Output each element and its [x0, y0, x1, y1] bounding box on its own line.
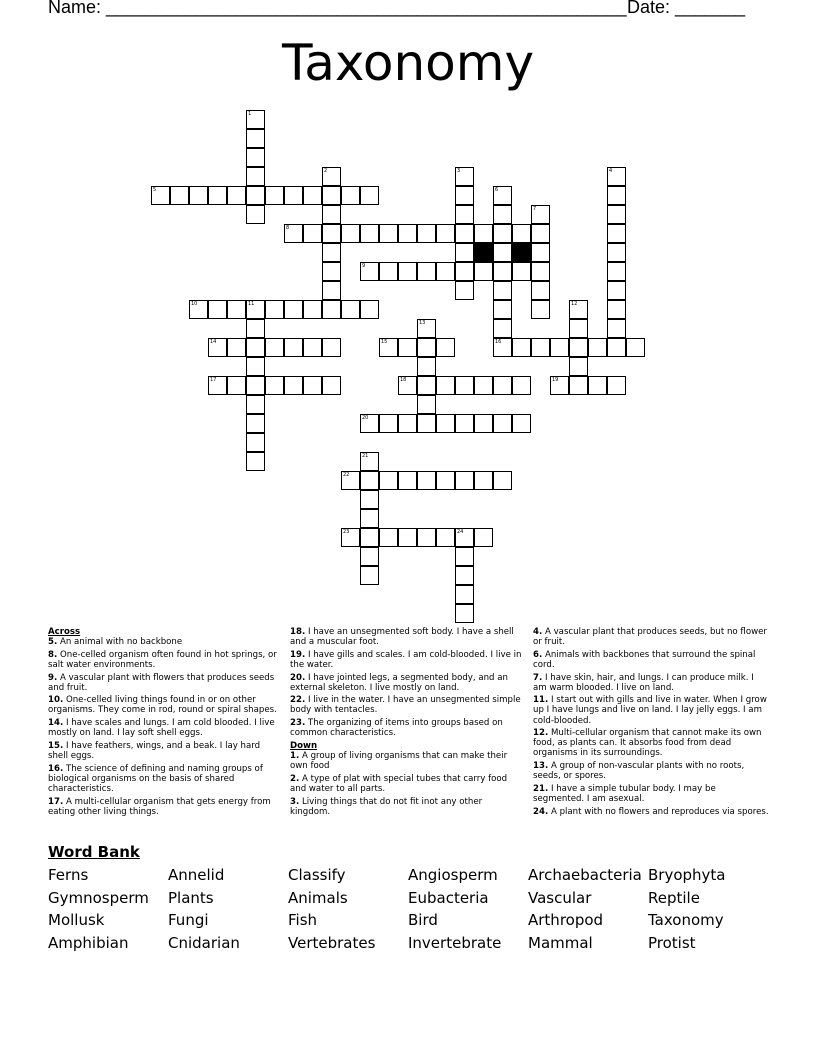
clue-number: 6.: [533, 649, 543, 660]
crossword-cell[interactable]: [607, 281, 626, 300]
crossword-cell[interactable]: [284, 338, 303, 357]
crossword-cell[interactable]: [246, 357, 265, 376]
crossword-cell[interactable]: [493, 471, 512, 490]
cell-number: 6: [495, 187, 499, 193]
clue-text: The organizing of items into groups based on common characteristics.: [290, 718, 503, 739]
crossword-cell[interactable]: [493, 262, 512, 281]
clue-text: A vascular plant with flowers that produces seeds and fruit.: [48, 672, 275, 693]
crossword-cell[interactable]: [455, 471, 474, 490]
crossword-cell[interactable]: [246, 414, 265, 433]
across-clue: [48, 637, 282, 647]
crossword-cell[interactable]: [303, 224, 322, 243]
word-bank-word: Gymnosperm: [48, 888, 149, 907]
crossword-cell[interactable]: [360, 528, 379, 547]
clue-number: 11.: [533, 695, 549, 706]
word-bank-word: Archaebacteria: [528, 866, 642, 884]
across-clues-a: [48, 637, 282, 817]
crossword-cell[interactable]: [493, 338, 512, 357]
crossword-cell[interactable]: [151, 186, 170, 205]
crossword-cell[interactable]: [417, 528, 436, 547]
across-clue: [48, 673, 282, 693]
crossword-cell[interactable]: [360, 490, 379, 509]
crossword-cell[interactable]: [227, 186, 246, 205]
cell-number: 18: [400, 377, 407, 383]
clue-text: The science of defining and naming groups of biological organisms on the basis of shared characteristics.: [48, 763, 263, 794]
crossword-cell[interactable]: [341, 186, 360, 205]
word-bank-word: Protist: [648, 934, 696, 953]
word-bank-word: Vertebrates: [288, 934, 376, 953]
across-clue: [48, 695, 282, 715]
name-line[interactable]: Name: ____________________________________________________: [48, 0, 627, 17]
crossword-cell[interactable]: [284, 300, 303, 319]
clue-text: I have feathers, wings, and a beak. I lay hard shell eggs.: [48, 740, 261, 761]
crossword-cell[interactable]: [379, 471, 398, 490]
cell-number: 9: [362, 263, 366, 269]
crossword-cell[interactable]: [474, 528, 493, 547]
crossword-cell[interactable]: [227, 300, 246, 319]
crossword-cell[interactable]: [417, 376, 436, 395]
crossword-cell[interactable]: [436, 376, 455, 395]
crossword-cell[interactable]: [455, 205, 474, 224]
cell-number: 7: [533, 206, 537, 212]
crossword-cell[interactable]: [284, 376, 303, 395]
across-clue: [290, 718, 524, 738]
clue-text: One-celled organism often found in hot springs, or salt water environments.: [48, 649, 277, 670]
crossword-cell[interactable]: [246, 110, 265, 129]
crossword-cell[interactable]: [322, 243, 341, 262]
crossword-cell[interactable]: [417, 319, 436, 338]
crossword-cell[interactable]: [360, 547, 379, 566]
down-clue: [533, 728, 769, 758]
crossword-cell[interactable]: [455, 186, 474, 205]
crossword-cell[interactable]: [474, 262, 493, 281]
cell-number: 1: [248, 111, 252, 117]
crossword-cell[interactable]: [455, 281, 474, 300]
word-bank-word: Animals: [288, 888, 348, 907]
clue-text: A vascular plant that produces seeds, but no flower or fruit.: [533, 627, 767, 648]
crossword-cell[interactable]: [341, 300, 360, 319]
crossword-cell[interactable]: [417, 262, 436, 281]
down-clue: [290, 797, 524, 817]
clue-number: 13.: [533, 761, 549, 772]
clue-text: An animal with no backbone: [57, 637, 183, 648]
date-line[interactable]: Date: _______: [627, 0, 746, 17]
clue-number: 15.: [48, 740, 64, 751]
clue-text: A plant with no flowers and reproduces via spores.: [548, 806, 769, 817]
down-clue: [533, 673, 769, 693]
word-bank-word: Eubacteria: [408, 888, 489, 907]
crossword-cell[interactable]: [531, 300, 550, 319]
clue-number: 9.: [48, 672, 58, 683]
across-clue: [48, 764, 282, 794]
crossword-cell[interactable]: [550, 338, 569, 357]
crossword-cell[interactable]: [436, 528, 455, 547]
crossword-cell[interactable]: [607, 224, 626, 243]
clue-text: One-celled living things found in or on other organisms. They come in rod, round or spiral shapes.: [48, 695, 277, 716]
crossword-cell[interactable]: [246, 205, 265, 224]
clue-text: A multi-cellular organism that gets energy from eating other living things.: [48, 796, 271, 817]
crossword-cell[interactable]: [341, 471, 360, 490]
crossword-cell[interactable]: [227, 376, 246, 395]
crossword-cell[interactable]: [208, 300, 227, 319]
crossword-cell[interactable]: [322, 338, 341, 357]
clue-number: 16.: [48, 763, 64, 774]
cell-number: 10: [191, 301, 198, 307]
clue-number: 24.: [533, 806, 549, 817]
crossword-cell[interactable]: [398, 338, 417, 357]
cell-number: 22: [343, 472, 350, 478]
crossword-cell[interactable]: [398, 262, 417, 281]
cell-number: 5: [153, 187, 157, 193]
crossword-cell[interactable]: [246, 452, 265, 471]
crossword-cell[interactable]: [474, 376, 493, 395]
crossword-cell[interactable]: [322, 262, 341, 281]
cell-number: 11: [248, 301, 255, 307]
clue-text: I start out with gills and live in water. When I grow up I have lungs and live on land. I lay jelly eggs. I am cold-blooded.: [533, 695, 767, 726]
crossword-cell[interactable]: [531, 262, 550, 281]
down-heading: Down: [290, 740, 318, 751]
crossword-cell[interactable]: [360, 300, 379, 319]
crossword-cell[interactable]: [265, 376, 284, 395]
clue-number: 8.: [48, 649, 58, 660]
crossword-cell[interactable]: [360, 452, 379, 471]
crossword-cell[interactable]: [170, 186, 189, 205]
crossword-cell[interactable]: [398, 224, 417, 243]
clue-number: 10.: [48, 695, 64, 706]
crossword-cell[interactable]: [417, 395, 436, 414]
clue-text: I have jointed legs, a segmented body, and an external skeleton. I live mostly on land.: [290, 672, 508, 693]
clue-number: 5.: [48, 637, 58, 648]
word-bank-word: Fungi: [168, 911, 209, 930]
crossword-cell[interactable]: [607, 319, 626, 338]
cell-number: 21: [362, 453, 369, 459]
crossword-cell[interactable]: [360, 224, 379, 243]
crossword-cell[interactable]: [550, 376, 569, 395]
down-clue: [533, 695, 769, 725]
word-bank-word: Cnidarian: [168, 934, 240, 953]
across-clue: [290, 695, 524, 715]
word-bank-word: Reptile: [648, 888, 700, 907]
down-clue: [533, 807, 769, 817]
crossword-cell[interactable]: [246, 433, 265, 452]
cell-number: 24: [457, 529, 464, 535]
crossword-cell[interactable]: [379, 338, 398, 357]
crossword-cell[interactable]: [512, 338, 531, 357]
crossword-cell[interactable]: [246, 148, 265, 167]
crossword-cell[interactable]: [379, 414, 398, 433]
crossword-cell[interactable]: [626, 338, 645, 357]
crossword-cell[interactable]: [531, 243, 550, 262]
crossword-cell[interactable]: [303, 376, 322, 395]
clue-number: 18.: [290, 627, 306, 637]
crossword-cell[interactable]: [569, 357, 588, 376]
crossword-cell[interactable]: [246, 186, 265, 205]
clue-number: 4.: [533, 627, 543, 637]
word-bank-word: Taxonomy: [648, 911, 724, 930]
crossword-cell[interactable]: [246, 167, 265, 186]
clues-column-1: [48, 627, 282, 819]
cell-number: 15: [381, 339, 388, 345]
crossword-cell[interactable]: [531, 224, 550, 243]
crossword-cell[interactable]: [341, 528, 360, 547]
clues-column-2: [290, 627, 524, 819]
crossword-cell[interactable]: [493, 319, 512, 338]
crossword-cell[interactable]: [588, 376, 607, 395]
word-bank-word: Arthropod: [528, 911, 604, 930]
crossword-cell[interactable]: [455, 414, 474, 433]
clue-number: 22.: [290, 695, 306, 706]
crossword-cell[interactable]: [512, 376, 531, 395]
crossword-cell[interactable]: [493, 205, 512, 224]
across-clue: [48, 741, 282, 761]
cell-number: 3: [457, 168, 461, 174]
clue-number: 2.: [290, 773, 300, 784]
down-clue: [533, 650, 769, 670]
crossword-cell[interactable]: [436, 414, 455, 433]
crossword-cell[interactable]: [208, 338, 227, 357]
clue-text: Living things that do not fit inot any other kingdom.: [290, 796, 483, 817]
clue-number: 14.: [48, 718, 64, 729]
crossword-cell[interactable]: [455, 604, 474, 623]
crossword-cell[interactable]: [322, 186, 341, 205]
crossword-cell[interactable]: [607, 205, 626, 224]
down-clue: [533, 627, 769, 647]
across-clues-b: [290, 627, 524, 738]
crossword-cell[interactable]: [474, 471, 493, 490]
crossword-cell[interactable]: [493, 376, 512, 395]
clue-text: Multi-cellular organism that cannot make its own food, as plants can. It absorbs food from dead organisms in its surroundings.: [533, 728, 762, 759]
cell-number: 20: [362, 415, 369, 421]
word-bank-word: Angiosperm: [408, 866, 498, 884]
crossword-cell[interactable]: [360, 566, 379, 585]
crossword-cell[interactable]: [246, 338, 265, 357]
cell-number: 17: [210, 377, 217, 383]
crossword-cell[interactable]: [455, 547, 474, 566]
clue-number: 21.: [533, 783, 549, 794]
down-clues-b: [533, 627, 769, 817]
clue-text: A group of living organisms that can make their own food: [290, 751, 508, 772]
crossword-cell[interactable]: [398, 528, 417, 547]
cell-number: 8: [286, 225, 290, 231]
clue-text: I have skin, hair, and lungs. I can produce milk. I am warm blooded. I live on land.: [533, 672, 754, 693]
word-bank-word: Mollusk: [48, 911, 105, 930]
crossword-cell[interactable]: [398, 376, 417, 395]
clue-number: 12.: [533, 728, 549, 739]
clue-number: 7.: [533, 672, 543, 683]
crossword-black-cell: [474, 243, 493, 262]
crossword-cell[interactable]: [322, 205, 341, 224]
crossword-cell[interactable]: [607, 338, 626, 357]
clue-text: I have scales and lungs. I am cold blooded. I live mostly on land. I lay soft shell eggs.: [48, 718, 275, 739]
down-clue: [290, 751, 524, 771]
clue-number: 3.: [290, 796, 300, 807]
crossword-cell[interactable]: [417, 414, 436, 433]
crossword-cell[interactable]: [246, 300, 265, 319]
crossword-cell[interactable]: [455, 528, 474, 547]
crossword-cell[interactable]: [493, 243, 512, 262]
crossword-cell[interactable]: [607, 300, 626, 319]
clue-number: 23.: [290, 718, 306, 729]
word-bank-word: Bird: [408, 911, 438, 930]
crossword-cell[interactable]: [493, 300, 512, 319]
word-bank-word: Vascular: [528, 888, 592, 907]
clue-text: A type of plat with special tubes that carry food and water to all parts.: [290, 773, 508, 794]
crossword-cell[interactable]: [607, 243, 626, 262]
word-bank-word: Bryophyta: [648, 866, 726, 884]
down-clues-a: [290, 751, 524, 817]
crossword-cell[interactable]: [436, 338, 455, 357]
crossword-cell[interactable]: [569, 338, 588, 357]
crossword-cell[interactable]: [341, 224, 360, 243]
down-clue: [533, 784, 769, 804]
crossword-cell[interactable]: [531, 281, 550, 300]
crossword-cell[interactable]: [455, 224, 474, 243]
crossword-cell[interactable]: [455, 167, 474, 186]
crossword-cell[interactable]: [417, 471, 436, 490]
crossword-cell[interactable]: [531, 205, 550, 224]
crossword-cell[interactable]: [246, 376, 265, 395]
clue-text: I have a simple tubular body. I may be segmented. I am asexual.: [533, 783, 716, 804]
crossword-cell[interactable]: [493, 224, 512, 243]
crossword-cell[interactable]: [189, 186, 208, 205]
clue-text: A group of non-vascular plants with no roots, seeds, or spores.: [533, 761, 745, 782]
crossword-cell[interactable]: [512, 262, 531, 281]
crossword-cell[interactable]: [322, 167, 341, 186]
crossword-cell[interactable]: [455, 243, 474, 262]
crossword-cell[interactable]: [360, 471, 379, 490]
crossword-cell[interactable]: [322, 224, 341, 243]
crossword-cell[interactable]: [189, 300, 208, 319]
clue-number: 20.: [290, 672, 306, 683]
clue-number: 19.: [290, 649, 306, 660]
crossword-cell[interactable]: [398, 471, 417, 490]
crossword-cell[interactable]: [322, 281, 341, 300]
crossword-cell[interactable]: [227, 338, 246, 357]
crossword-cell[interactable]: [417, 224, 436, 243]
crossword-cell[interactable]: [265, 338, 284, 357]
crossword-cell[interactable]: [360, 509, 379, 528]
crossword-cell[interactable]: [322, 300, 341, 319]
crossword-cell[interactable]: [379, 224, 398, 243]
crossword-cell[interactable]: [417, 357, 436, 376]
crossword-cell[interactable]: [531, 338, 550, 357]
word-bank-title: Word Bank: [48, 843, 140, 861]
crossword-cell[interactable]: [284, 186, 303, 205]
crossword-cell[interactable]: [246, 319, 265, 338]
cell-number: 23: [343, 529, 350, 535]
across-heading: Across: [48, 627, 81, 637]
clue-text: Animals with backbones that surround the spinal cord.: [533, 649, 756, 670]
crossword-cell[interactable]: [208, 376, 227, 395]
crossword-cell[interactable]: [284, 224, 303, 243]
word-bank-word: Mammal: [528, 934, 593, 953]
crossword-cell[interactable]: [588, 338, 607, 357]
crossword-cell[interactable]: [607, 167, 626, 186]
crossword-cell[interactable]: [607, 186, 626, 205]
crossword-cell[interactable]: [512, 414, 531, 433]
crossword-cell[interactable]: [436, 471, 455, 490]
crossword-cell[interactable]: [322, 376, 341, 395]
clue-text: I live in the water. I have an unsegmented simple body with tentacles.: [290, 695, 521, 716]
across-clue: [48, 718, 282, 738]
crossword-cell[interactable]: [512, 224, 531, 243]
crossword-cell[interactable]: [455, 566, 474, 585]
page-title: Taxonomy: [281, 34, 535, 92]
crossword-cell[interactable]: [493, 414, 512, 433]
cell-number: 16: [495, 339, 502, 345]
across-clue: [48, 797, 282, 817]
crossword-cell[interactable]: [607, 376, 626, 395]
word-bank-word: Amphibian: [48, 934, 129, 953]
word-bank-word: Fish: [288, 911, 318, 930]
crossword-cell[interactable]: [398, 414, 417, 433]
down-clue: [290, 774, 524, 794]
crossword-cell[interactable]: [569, 319, 588, 338]
across-clue: [290, 650, 524, 670]
crossword-cell[interactable]: [303, 186, 322, 205]
word-bank-word: Invertebrate: [408, 934, 502, 953]
crossword-cell[interactable]: [455, 585, 474, 604]
crossword-cell[interactable]: [360, 414, 379, 433]
clues-column-3: [533, 627, 769, 819]
crossword-cell[interactable]: [474, 414, 493, 433]
word-bank-word: Ferns: [48, 866, 89, 884]
crossword-black-cell: [512, 243, 531, 262]
crossword-cell[interactable]: [455, 376, 474, 395]
crossword-cell[interactable]: [303, 338, 322, 357]
word-bank-word: Plants: [168, 888, 214, 907]
down-clue: [533, 761, 769, 781]
crossword-cell[interactable]: [436, 262, 455, 281]
crossword-cell[interactable]: [474, 224, 493, 243]
crossword-cell[interactable]: [436, 224, 455, 243]
crossword-cell[interactable]: [360, 262, 379, 281]
across-clue: [48, 650, 282, 670]
cell-number: 4: [609, 168, 613, 174]
across-clue: [290, 627, 524, 647]
across-clue: [290, 673, 524, 693]
cell-number: 13: [419, 320, 426, 326]
cell-number: 19: [552, 377, 559, 383]
crossword-cell[interactable]: [379, 528, 398, 547]
crossword-cell[interactable]: [493, 186, 512, 205]
word-bank-word: Annelid: [168, 866, 225, 884]
cell-number: 14: [210, 339, 217, 345]
clue-text: I have an unsegmented soft body. I have a shell and a muscular foot.: [290, 627, 514, 648]
crossword-cell[interactable]: [607, 262, 626, 281]
crossword-cell[interactable]: [455, 262, 474, 281]
clue-number: 17.: [48, 796, 64, 807]
cell-number: 12: [571, 301, 578, 307]
crossword-cell[interactable]: [493, 281, 512, 300]
crossword-cell[interactable]: [569, 376, 588, 395]
clue-text: I have gills and scales. I am cold-blooded. I live in the water.: [290, 649, 522, 670]
crossword-cell[interactable]: [265, 186, 284, 205]
crossword-cell[interactable]: [208, 186, 227, 205]
crossword-cell[interactable]: [379, 262, 398, 281]
cell-number: 2: [324, 168, 328, 174]
word-bank-word: Classify: [288, 866, 346, 884]
crossword-cell[interactable]: [246, 395, 265, 414]
crossword-cell[interactable]: [246, 129, 265, 148]
crossword-cell[interactable]: [360, 186, 379, 205]
crossword-cell[interactable]: [417, 338, 436, 357]
clue-number: 1.: [290, 751, 300, 761]
crossword-cell[interactable]: [569, 300, 588, 319]
crossword-cell[interactable]: [265, 300, 284, 319]
crossword-cell[interactable]: [303, 300, 322, 319]
